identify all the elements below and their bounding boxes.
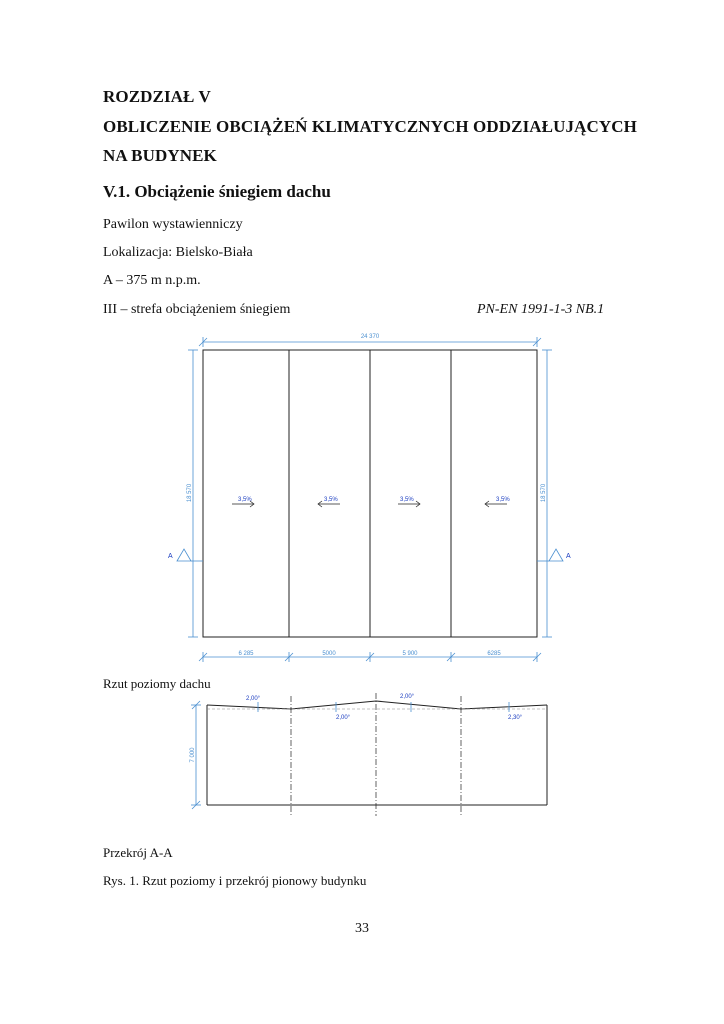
- section-marker-left-label: A: [168, 553, 173, 560]
- angle-label-top: 2,00°: [246, 696, 261, 702]
- height-left-label: 18 570: [187, 483, 193, 503]
- slope-label: 3,5%: [400, 497, 414, 503]
- snow-zone: III – strefa obciążeniem śniegiem: [103, 302, 291, 317]
- section-height-label: 7 000: [190, 747, 196, 763]
- location: Lokalizacja: Bielsko-Biała: [103, 245, 253, 260]
- angle-label-bottom: 2,30°: [508, 715, 523, 721]
- angle-markers-icon: [258, 702, 509, 712]
- slope-label: 3,5%: [324, 497, 338, 503]
- overall-width-label: 24 370: [360, 334, 380, 340]
- standard-reference: PN-EN 1991-1-3 NB.1: [477, 302, 605, 317]
- section-marker-right-label: A: [566, 553, 571, 560]
- cross-section-drawing: [180, 688, 560, 818]
- angle-label-top: 2,00°: [400, 694, 415, 700]
- angle-label-bottom: 2,00°: [336, 715, 351, 721]
- figure-caption: Rys. 1. Rzut poziomy i przekrój pionowy budynku: [103, 873, 367, 888]
- plan-caption: Rzut poziomy dachu: [103, 676, 211, 691]
- slope-label: 3,5%: [238, 497, 252, 503]
- segment-label: 6 285: [238, 651, 254, 657]
- segment-label: 5 900: [402, 651, 418, 657]
- segment-label: 6285: [487, 651, 501, 657]
- slope-label: 3,5%: [496, 497, 510, 503]
- chapter-label: ROZDZIAŁ V: [103, 87, 211, 106]
- chapter-title-line-1: OBLICZENIE OBCIĄŻEŃ KLIMATYCZNYCH ODDZIAŁUJĄCYCH: [103, 117, 637, 136]
- page-number: 33: [355, 921, 369, 936]
- segment-label: 5000: [322, 651, 336, 657]
- section-marker-left-icon: [177, 549, 203, 561]
- altitude: A – 375 m n.p.m.: [103, 273, 201, 288]
- height-right-label: 18 570: [541, 483, 547, 503]
- section-marker-right-icon: [537, 549, 563, 561]
- section-outline: [207, 701, 547, 805]
- section-caption: Przekrój A-A: [103, 845, 173, 860]
- axis-lines: [291, 693, 461, 816]
- chapter-title-line-2: NA BUDYNEK: [103, 146, 217, 165]
- roof-plan-drawing: [160, 325, 580, 665]
- section-title: V.1. Obciążenie śniegiem dachu: [103, 182, 331, 201]
- building-type: Pawilon wystawienniczy: [103, 217, 243, 232]
